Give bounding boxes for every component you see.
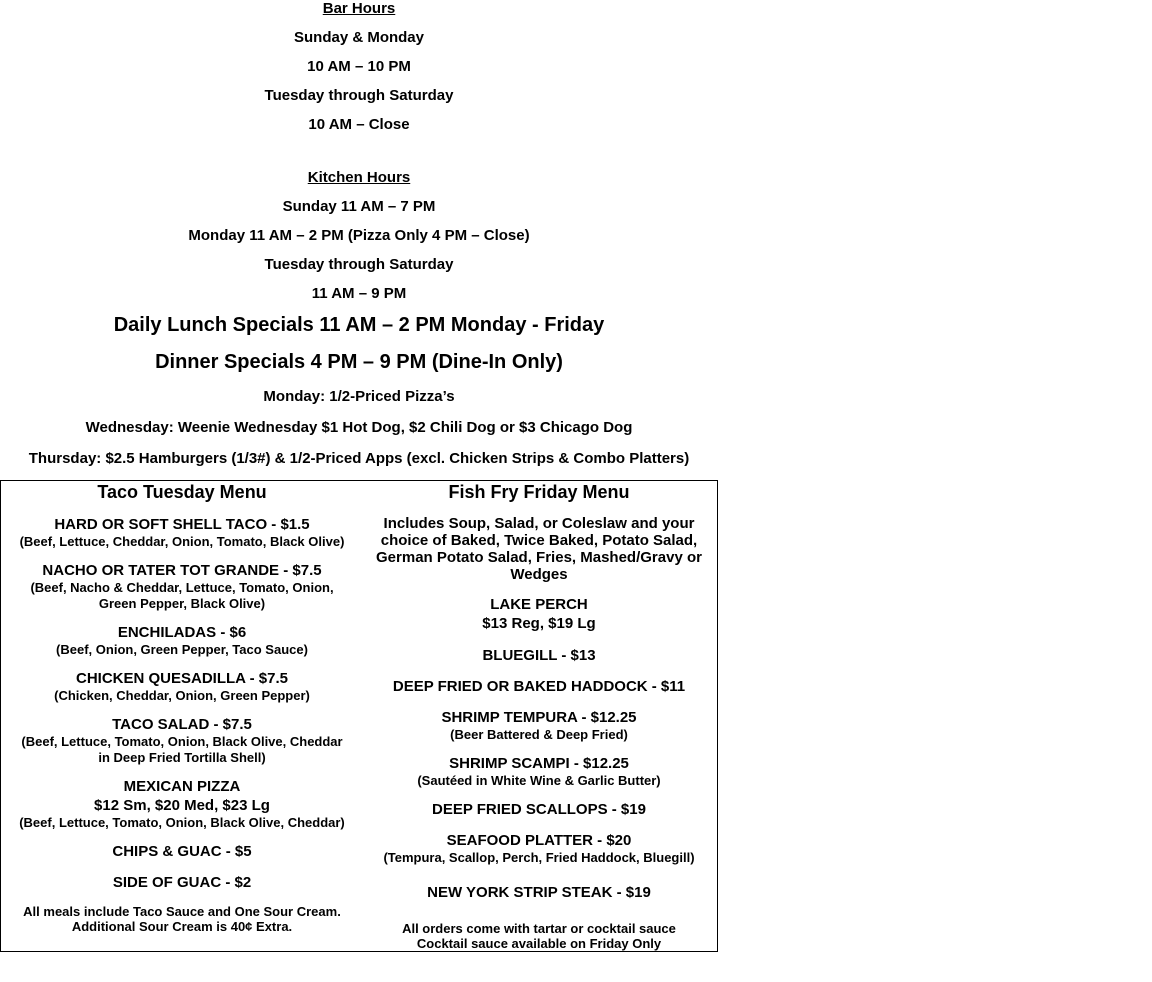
menu-item-detail: (Beef, Lettuce, Tomato, Onion, Black Olive, Cheddar) <box>19 815 345 830</box>
menu-item-name: MEXICAN PIZZA <box>123 778 241 795</box>
menu-item-name: SEAFOOD PLATTER - $20 <box>446 832 632 849</box>
kitchen-hours-title: Kitchen Hours <box>307 169 411 186</box>
menu-item-detail: (Tempura, Scallop, Perch, Fried Haddock, Bluegill) <box>383 850 695 865</box>
menu-item-detail: in Deep Fried Tortilla Shell) <box>98 750 266 765</box>
bar-hours-line: 10 AM – Close <box>308 116 410 133</box>
menu-item-name: HARD OR SOFT SHELL TACO - $1.5 <box>54 516 310 533</box>
fish-menu-title: Fish Fry Friday Menu <box>448 482 630 502</box>
fish-intro-line: Wedges <box>510 566 568 583</box>
menu-item-detail: (Sautéed in White Wine & Garlic Butter) <box>417 773 661 788</box>
menu-item-price: $13 Reg, $19 Lg <box>482 615 596 632</box>
taco-note: Additional Sour Cream is 40¢ Extra. <box>71 919 293 934</box>
menu-item-name: CHIPS & GUAC - $5 <box>112 843 252 860</box>
menu-item-name: SIDE OF GUAC - $2 <box>112 874 252 891</box>
bar-hours-line: Tuesday through Saturday <box>264 87 454 104</box>
kitchen-hours-line: 11 AM – 9 PM <box>311 285 407 302</box>
menu-item-name: CHICKEN QUESADILLA - $7.5 <box>76 670 288 687</box>
menu-item-name: SHRIMP SCAMPI - $12.25 <box>449 755 629 772</box>
bar-hours-title: Bar Hours <box>322 0 396 17</box>
fish-note: All orders come with tartar or cocktail sauce <box>402 921 676 936</box>
monday-special: Monday: 1/2-Priced Pizza’s <box>263 388 455 405</box>
menu-box <box>0 480 718 952</box>
menu-item-detail: Green Pepper, Black Olive) <box>98 596 266 611</box>
bar-hours-line: Sunday & Monday <box>293 29 424 46</box>
fish-intro-line: choice of Baked, Twice Baked, Potato Salad, <box>380 532 698 549</box>
kitchen-hours-line: Tuesday through Saturday <box>264 256 454 273</box>
menu-item-detail: (Beef, Lettuce, Tomato, Onion, Black Olive, Cheddar <box>21 734 343 749</box>
wednesday-special: Wednesday: Weenie Wednesday $1 Hot Dog, $2 Chili Dog or $3 Chicago Dog <box>85 419 633 436</box>
menu-item-name: NACHO OR TATER TOT GRANDE - $7.5 <box>42 562 322 579</box>
bar-hours-line: 10 AM – 10 PM <box>307 58 411 75</box>
menu-item-name: DEEP FRIED SCALLOPS - $19 <box>432 801 646 818</box>
taco-note: All meals include Taco Sauce and One Sour Cream. <box>23 904 341 919</box>
fish-fry-friday-column <box>361 481 717 951</box>
menu-item-detail: (Beef, Onion, Green Pepper, Taco Sauce) <box>56 642 308 657</box>
menu-item-name: ENCHILADAS - $6 <box>117 624 247 641</box>
menu-item-name: BLUEGILL - $13 <box>482 647 596 664</box>
menu-item-detail: (Beef, Nacho & Cheddar, Lettuce, Tomato, Onion, <box>30 580 334 595</box>
kitchen-hours-line: Sunday 11 AM – 7 PM <box>282 198 436 215</box>
fish-intro-line: German Potato Salad, Fries, Mashed/Gravy or <box>376 549 702 566</box>
menu-item-detail: (Beef, Lettuce, Cheddar, Onion, Tomato, Black Olive) <box>19 534 345 549</box>
lunch-specials-heading: Daily Lunch Specials 11 AM – 2 PM Monday - Friday <box>113 314 605 336</box>
menu-item-name: NEW YORK STRIP STEAK - $19 <box>427 884 651 901</box>
kitchen-hours-line: Monday 11 AM – 2 PM (Pizza Only 4 PM – Close) <box>188 227 530 244</box>
menu-item-price: $12 Sm, $20 Med, $23 Lg <box>94 797 270 814</box>
menu-item-detail: (Beer Battered & Deep Fried) <box>450 727 628 742</box>
menu-item-name: DEEP FRIED OR BAKED HADDOCK - $11 <box>392 678 686 695</box>
thursday-special: Thursday: $2.5 Hamburgers (1/3#) & 1/2-Priced Apps (excl. Chicken Strips & Combo Platters) <box>28 450 690 467</box>
fish-note: Cocktail sauce available on Friday Only <box>416 936 662 951</box>
menu-item-name: LAKE PERCH <box>490 596 588 613</box>
taco-menu-title: Taco Tuesday Menu <box>97 482 267 502</box>
fish-intro-line: Includes Soup, Salad, or Coleslaw and your <box>383 515 695 532</box>
dinner-specials-heading: Dinner Specials 4 PM – 9 PM (Dine-In Only) <box>155 351 563 373</box>
taco-tuesday-column <box>1 481 363 951</box>
menu-item-detail: (Chicken, Cheddar, Onion, Green Pepper) <box>54 688 310 703</box>
menu-item-name: TACO SALAD - $7.5 <box>112 716 252 733</box>
menu-item-name: SHRIMP TEMPURA - $12.25 <box>441 709 637 726</box>
